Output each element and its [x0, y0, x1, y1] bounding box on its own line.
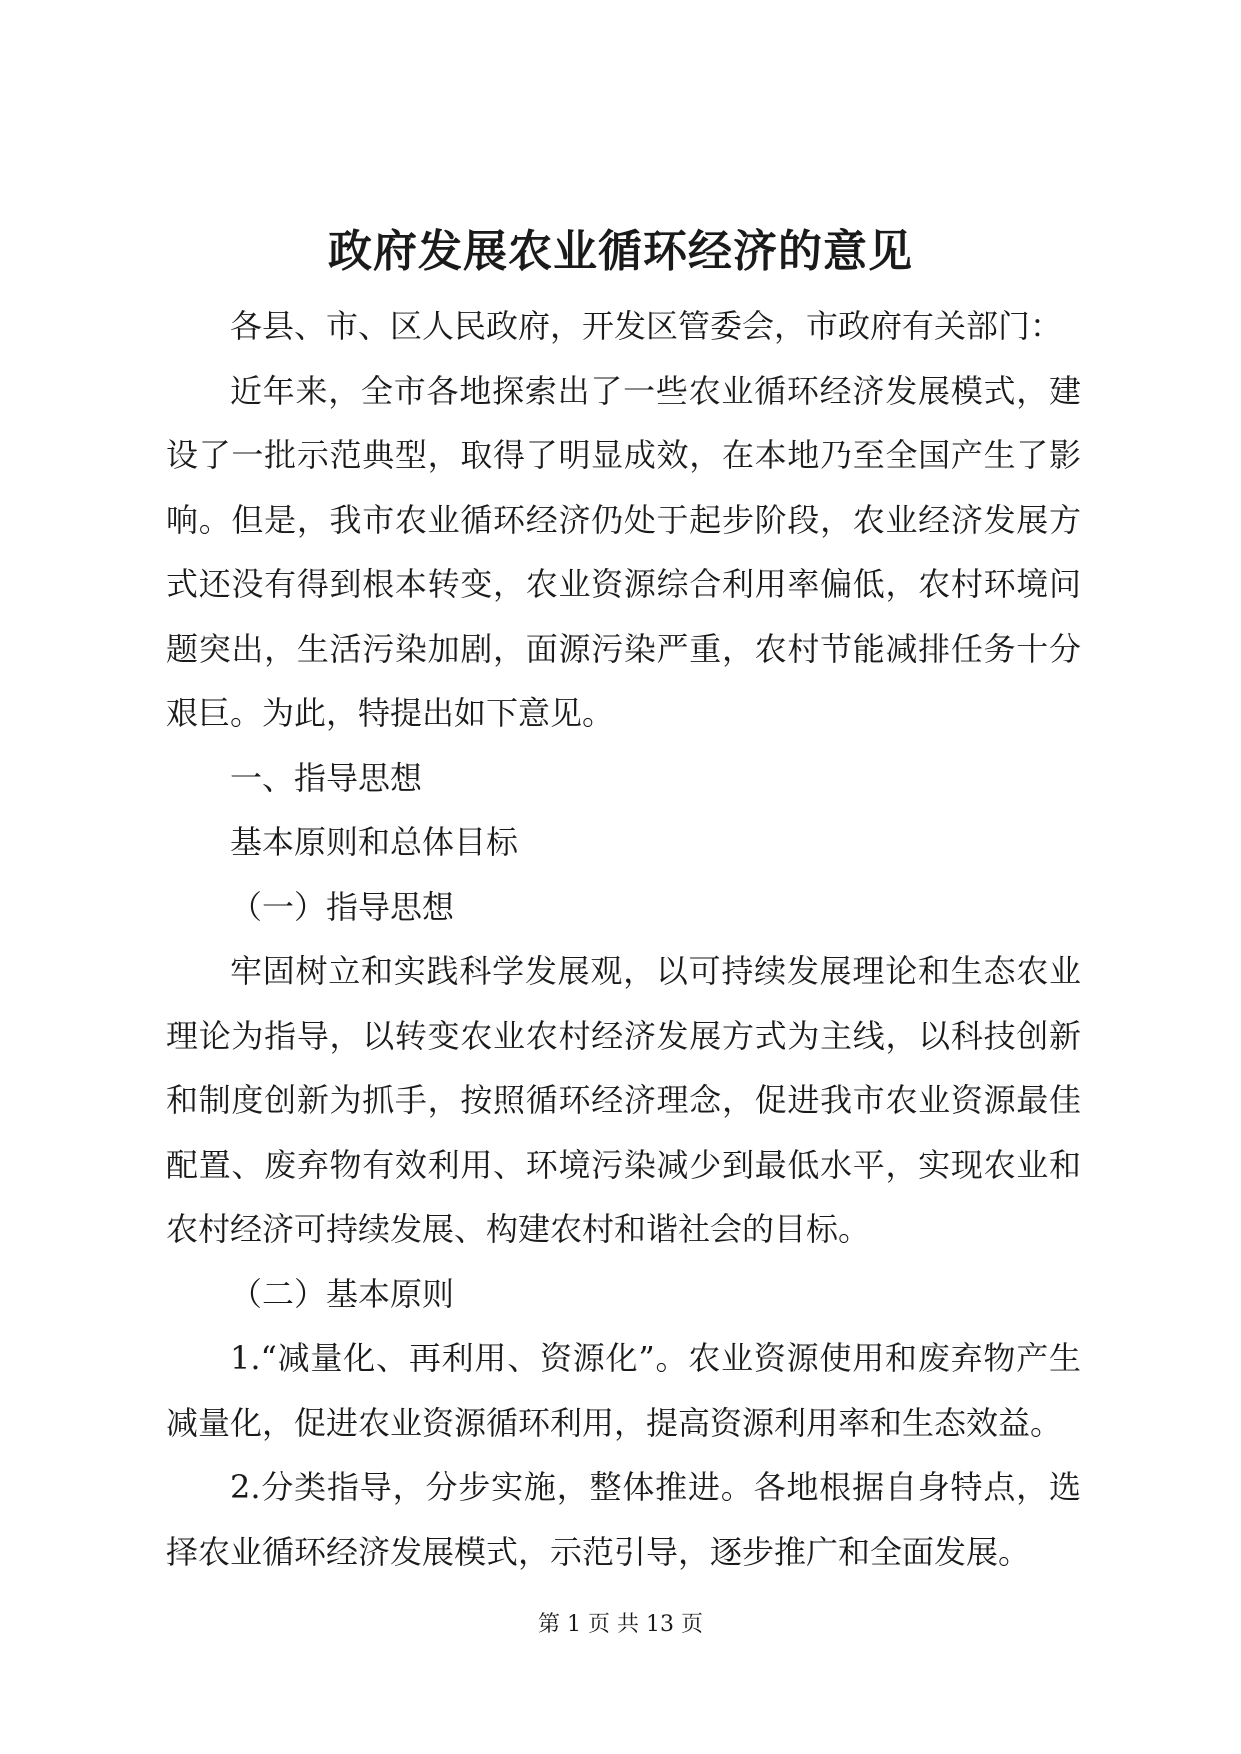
document-body [166, 294, 1081, 1584]
page-title: 政府发展农业循环经济的意见 [328, 226, 913, 277]
guiding-ideology-paragraph: 牢固树立和实践科学发展观，以可持续发展理论和生态农业理论为指导，以转变农业农村经济发展方式为主线，以科技创新和制度创新为抓手，按照循环经济理念，促进我市农业资源最佳配置、废弃物有效利用、环境污染减少到最低水平，实现农业和农村经济可持续发展、构建农村和谐社会的目标。 [166, 952, 1081, 1248]
subsection-heading-basic-principles: （二）基本原则 [230, 1274, 455, 1313]
section-subheading: 基本原则和总体目标 [230, 823, 519, 861]
principle-1-paragraph: 1.“减量化、再利用、资源化”。农业资源使用和废弃物产生减量化，促进农业资源循环利用，提高资源利用率和生态效益。 [166, 1339, 1081, 1442]
page-footer: 第 1 页 共 13 页 [538, 1612, 703, 1637]
intro-paragraph: 近年来，全市各地探索出了一些农业循环经济发展模式，建设了一批示范典型，取得了明显成效，在本地乃至全国产生了影响。但是，我市农业循环经济仍处于起步阶段，农业经济发展方式还没有得到根本转变，农业资源综合利用率偏低，农村环境问题突出，生活污染加剧，面源污染严重，农村节能减排任务十分艰巨。为此，特提出如下意见。 [166, 371, 1081, 732]
section-heading: 一、指导思想 [230, 758, 423, 797]
salutation-paragraph: 各县、市、区人民政府，开发区管委会，市政府有关部门： [230, 307, 1063, 345]
subsection-heading-guiding-ideology: （一）指导思想 [230, 887, 455, 926]
principle-2-paragraph: 2.分类指导，分步实施，整体推进。各地根据自身特点，选择农业循环经济发展模式，示范引导，逐步推广和全面发展。 [166, 1468, 1081, 1571]
